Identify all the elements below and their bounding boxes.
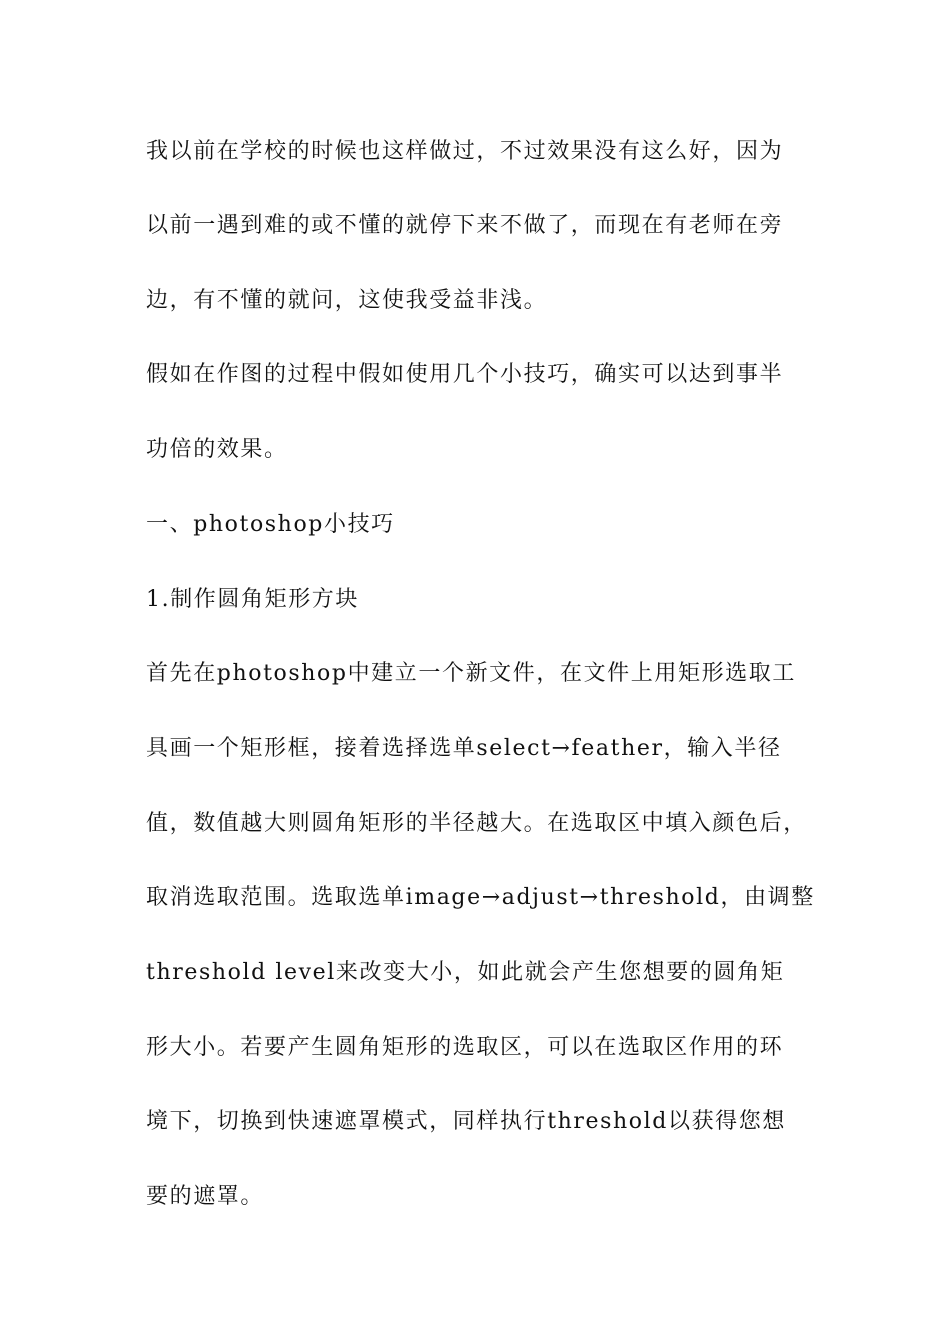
paragraph-line: 功倍的效果。 bbox=[146, 437, 288, 462]
paragraph-line: 首先在photoshop中建立一个新文件，在文件上用矩形选取工 bbox=[146, 661, 796, 686]
paragraph-line: 取消选取范围。选取选单image→adjust→threshold，由调整 bbox=[146, 885, 815, 910]
paragraph-line: 假如在作图的过程中假如使用几个小技巧，确实可以达到事半 bbox=[146, 362, 784, 387]
paragraph-line: 边，有不懂的就问，这使我受益非浅。 bbox=[146, 288, 548, 313]
paragraph-line: 具画一个矩形框，接着选择选单select→feather，输入半径 bbox=[146, 736, 782, 761]
paragraph-line: 境下，切换到快速遮罩模式，同样执行threshold以获得您想 bbox=[146, 1109, 786, 1134]
paragraph-line: threshold level来改变大小，如此就会产生您想要的圆角矩 bbox=[146, 960, 785, 985]
paragraph-line: 我以前在学校的时候也这样做过，不过效果没有这么好，因为 bbox=[146, 139, 784, 164]
paragraph-line: 值，数值越大则圆角矩形的半径越大。在选取区中填入颜色后， bbox=[146, 811, 807, 836]
paragraph-line: 要的遮罩。 bbox=[146, 1184, 265, 1209]
paragraph-line: 以前一遇到难的或不懂的就停下来不做了，而现在有老师在旁 bbox=[146, 213, 784, 238]
section-heading: 一、photoshop小技巧 bbox=[146, 512, 395, 537]
subsection-heading: 1.制作圆角矩形方块 bbox=[146, 587, 359, 612]
paragraph-line: 形大小。若要产生圆角矩形的选取区，可以在选取区作用的环 bbox=[146, 1035, 784, 1060]
